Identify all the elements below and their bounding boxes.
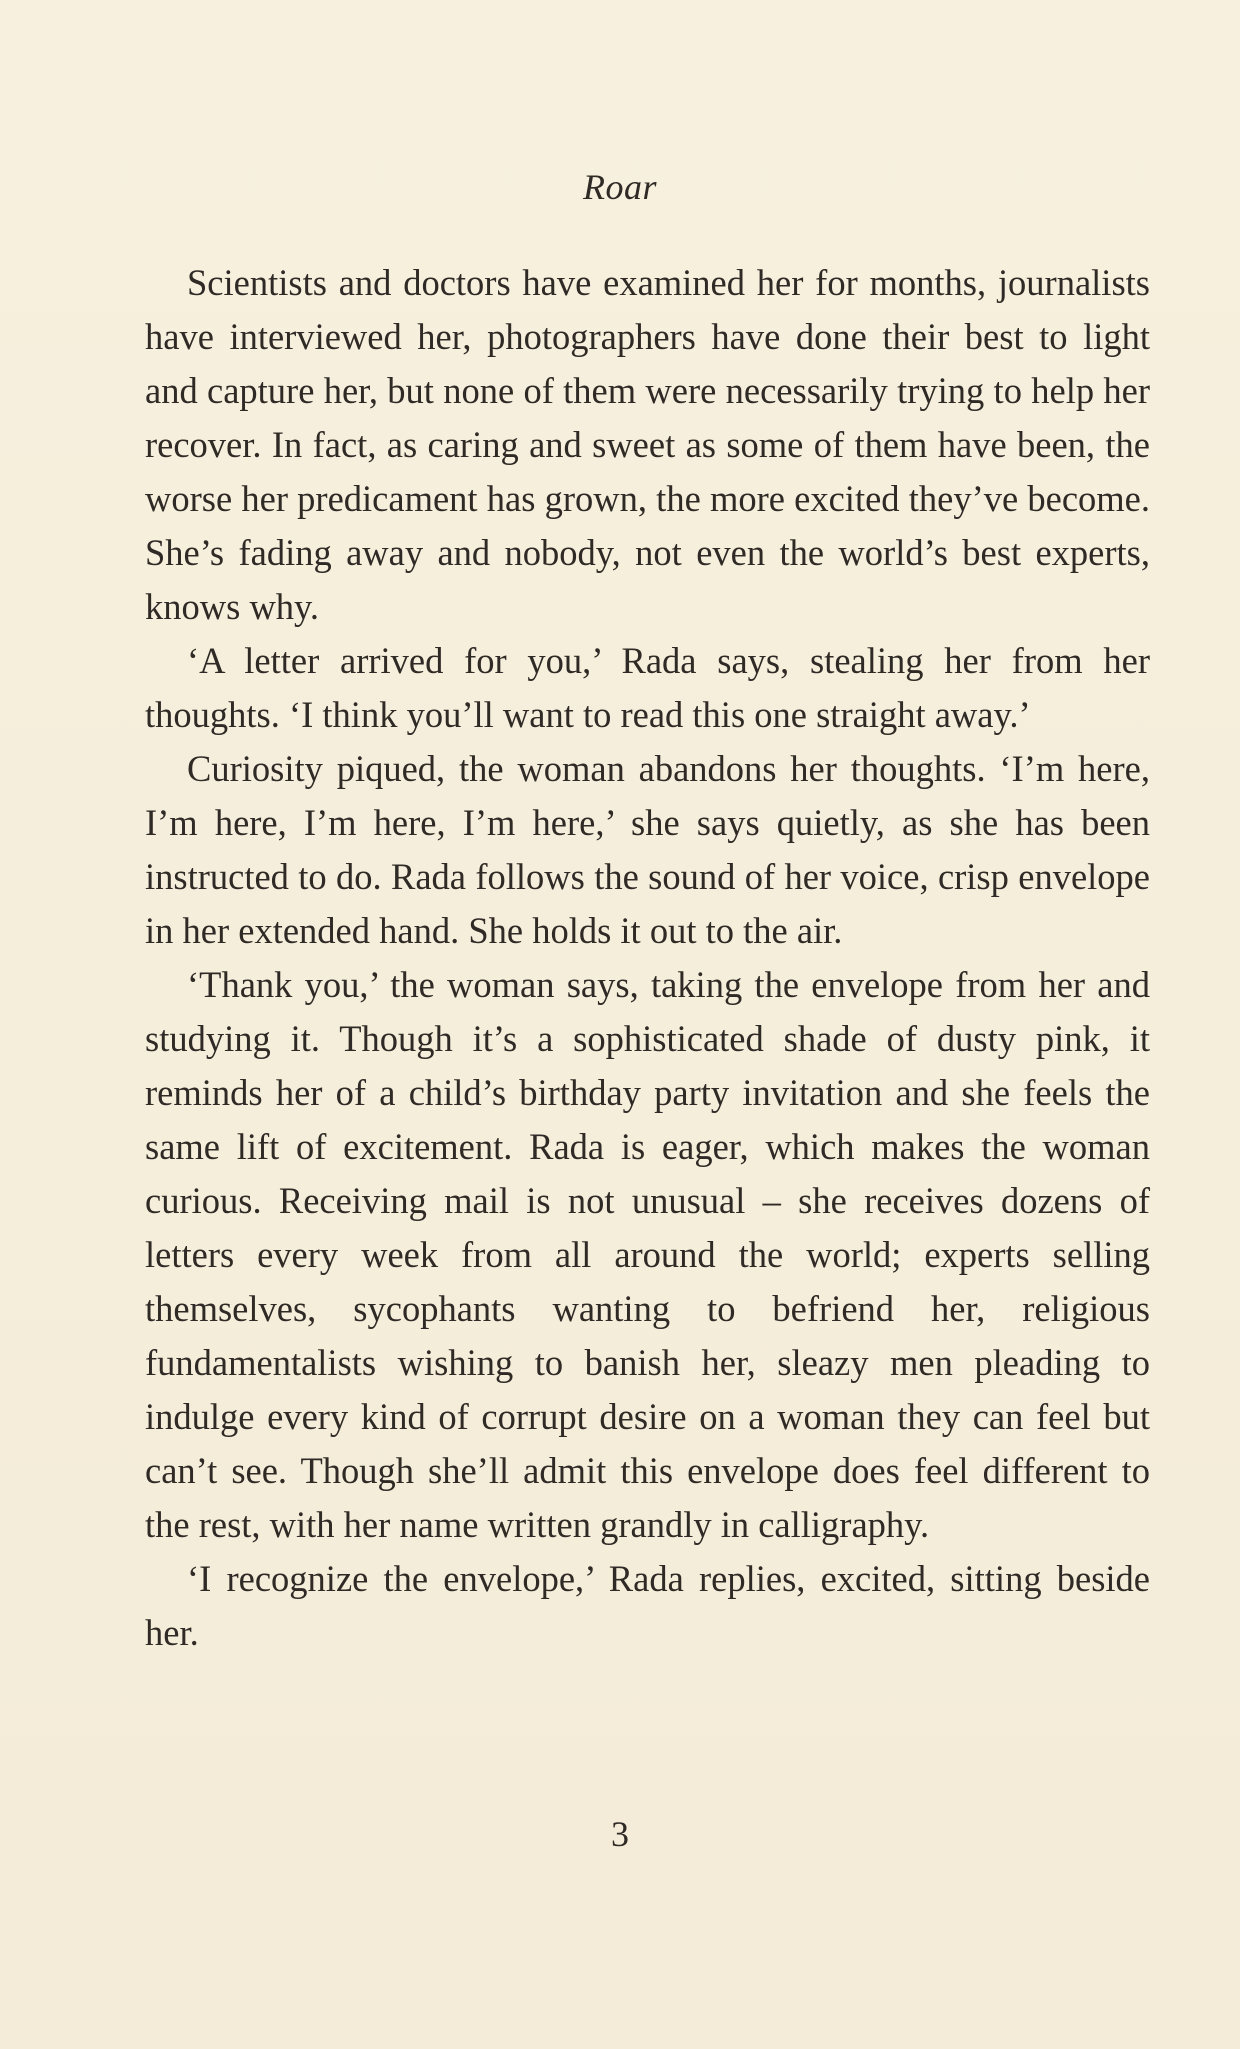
paragraph: ‘A letter arrived for you,’ Rada says, stealing her from her thoughts. ‘I think you’ll want to read this one straight away.’ xyxy=(145,640,1150,735)
page-number: 3 xyxy=(611,1814,629,1854)
running-title: Roar xyxy=(583,167,657,207)
paragraph: ‘Thank you,’ the woman says, taking the envelope from her and studying it. Though it’s a sophisticated shade of dusty pink, it reminds her of a child’s birthday party invitation and she feels the same lift of excitement. Rada is eager, which makes the woman curious. Receiving mail is not unusual – she receives dozens of letters every week from all around the world; experts selling themselves, sycophants wanting to befriend her, religious fundamentalists wishing to banish her, sleazy men pleading to indulge every kind of corrupt desire on a woman they can feel but can’t see. Though she’ll admit this envelope does feel different to the rest, with her name written grandly in calligraphy. xyxy=(145,964,1150,1545)
paragraph: Scientists and doctors have examined her for months, journalists have interviewed her, photographers have done their best to light and capture her, but none of them were necessarily trying to help her recover. In fact, as caring and sweet as some of them have been, the worse her predicament has grown, the more excited they’ve become. She’s fading away and nobody, not even the world’s best experts, knows why. xyxy=(145,262,1150,627)
paragraph: ‘I recognize the envelope,’ Rada replies, excited, sitting beside her. xyxy=(145,1558,1150,1653)
paragraph: Curiosity piqued, the woman abandons her thoughts. ‘I’m here, I’m here, I’m here, I’m here,’ she says quietly, as she has been instructed to do. Rada follows the sound of her voice, crisp envelope in her extended hand. She holds it out to the air. xyxy=(145,748,1150,951)
body-text xyxy=(145,256,1150,1660)
